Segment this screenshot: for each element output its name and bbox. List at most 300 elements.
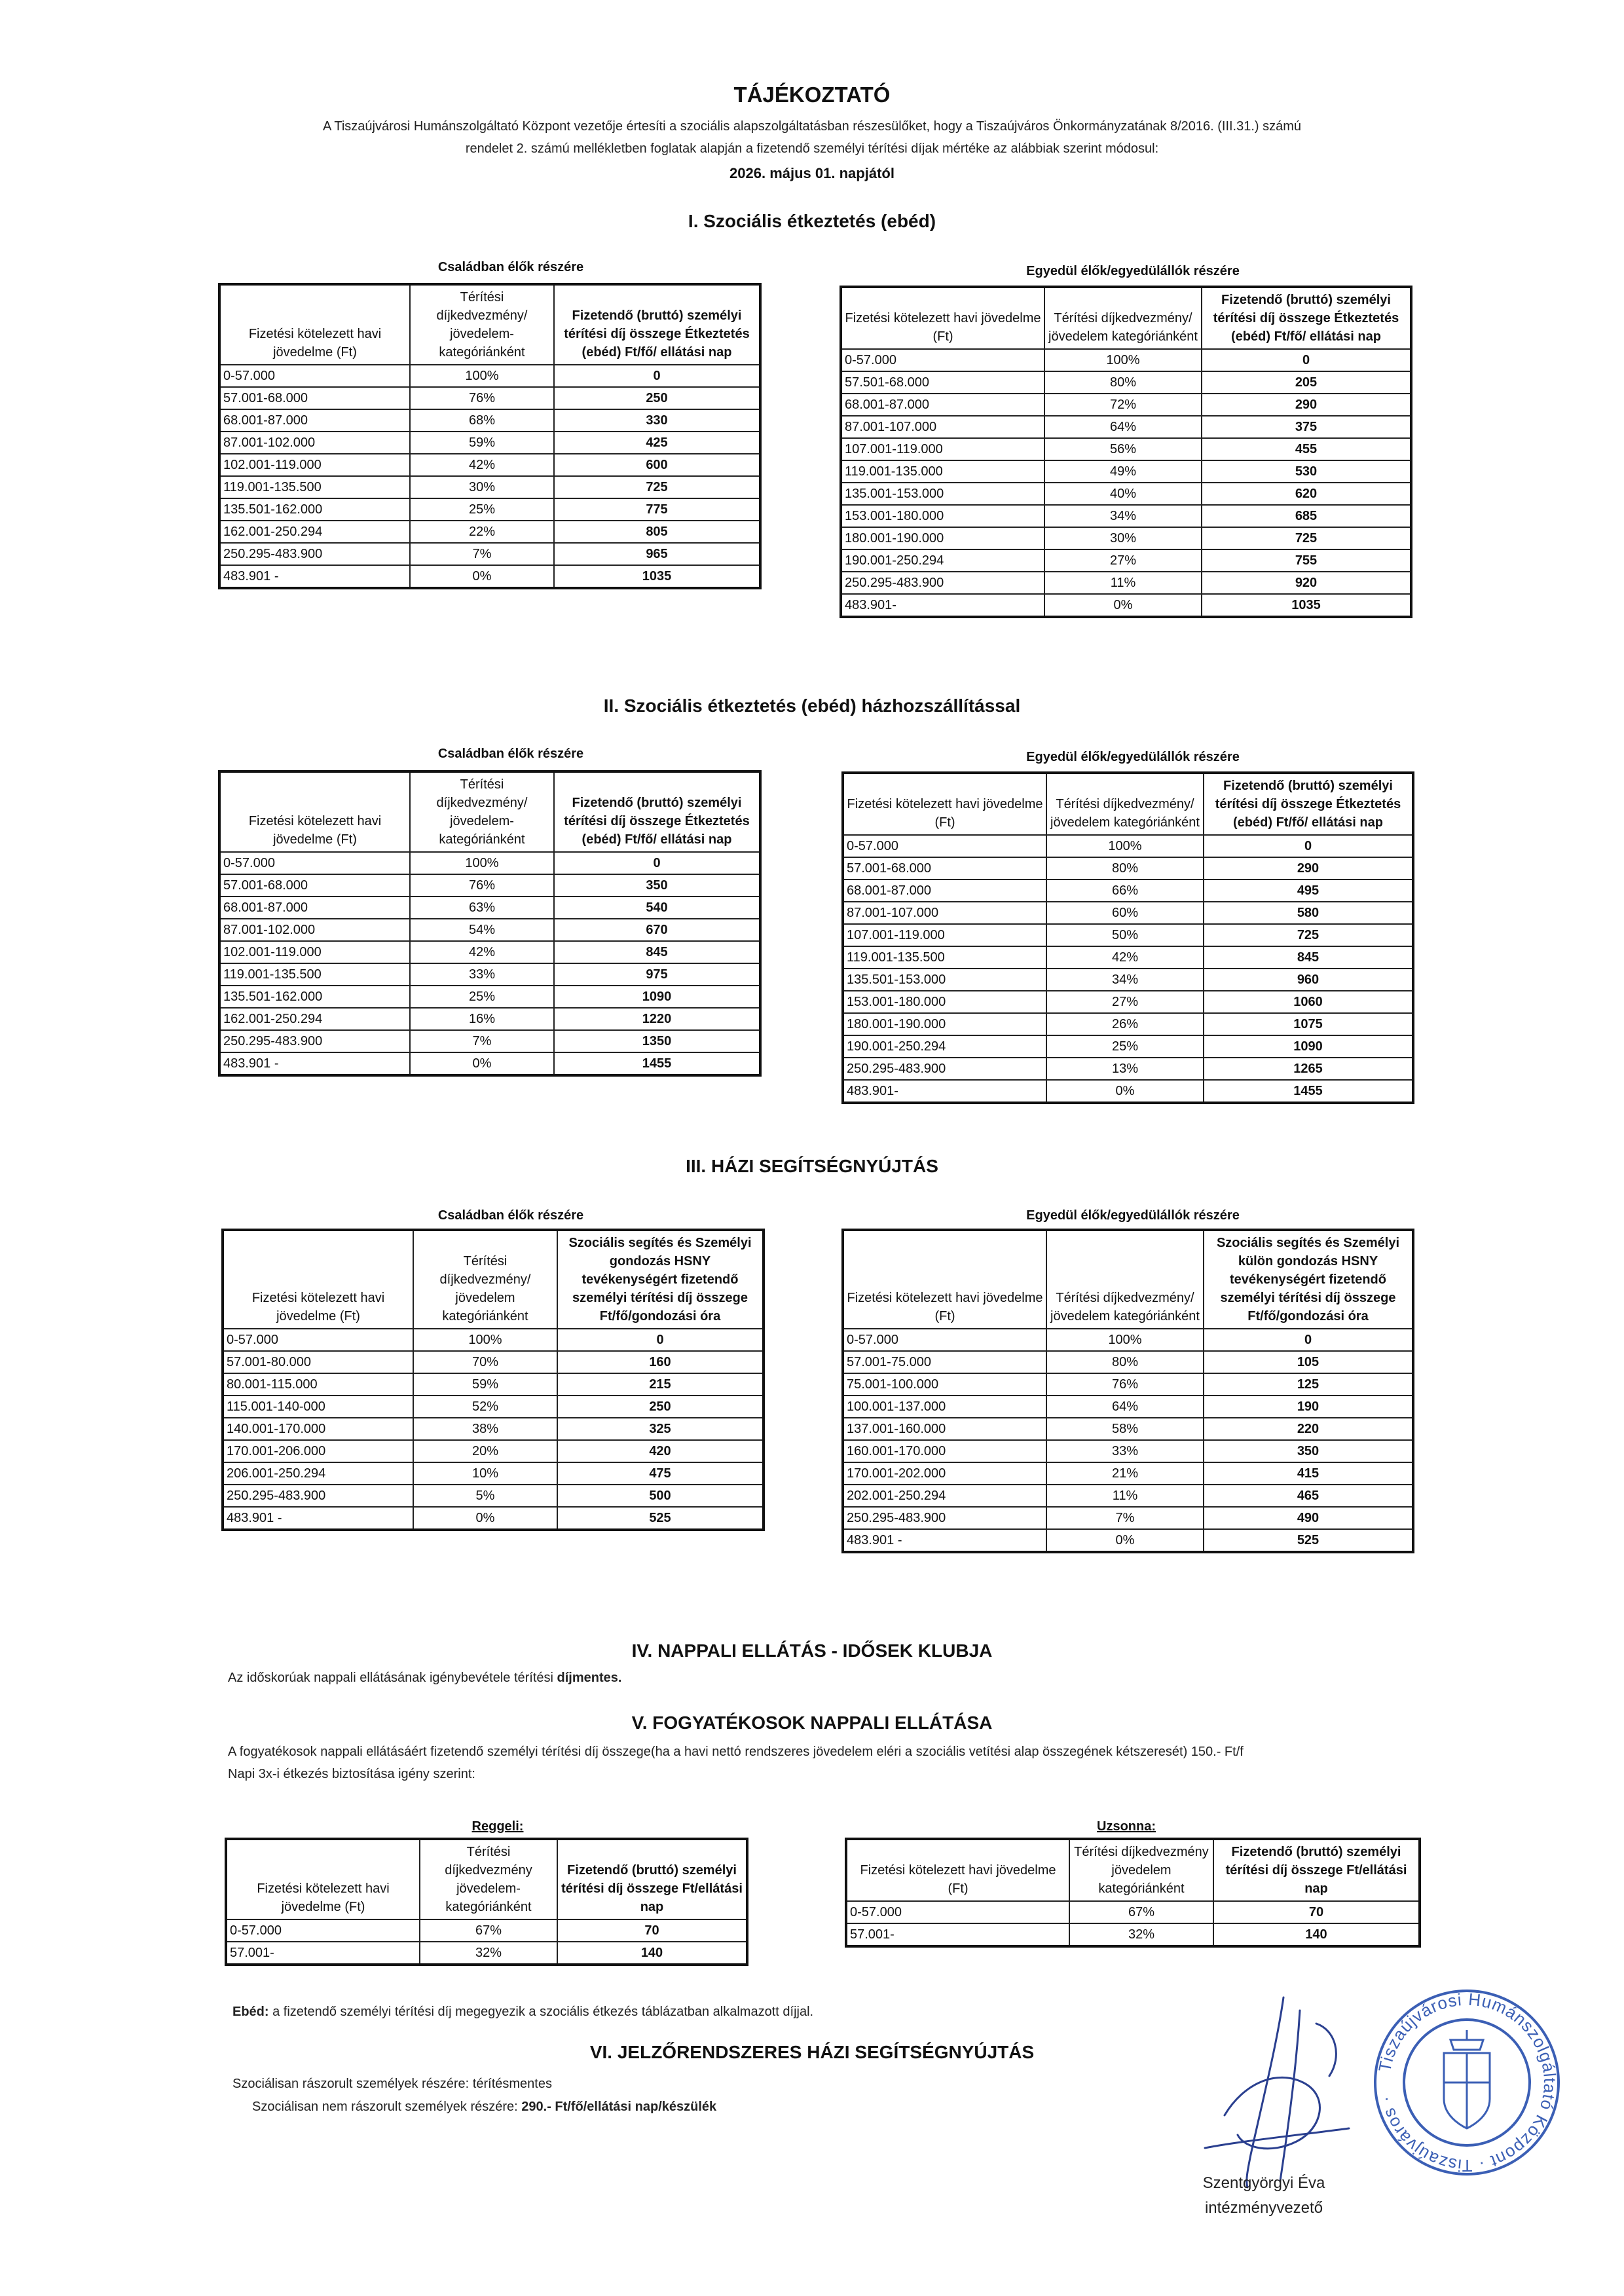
table-row [219, 1052, 760, 1075]
col-fee: Szociális segítés és Személyi külön gondozás HSNY tevékenységért fizetendő személyi térítési díj összege Ft/fő/gondozási óra [1204, 1230, 1413, 1329]
col-income: Fizetési kötelezett havi jövedelme (Ft) [843, 1230, 1046, 1329]
income-range-cell: 483.901 - [223, 1507, 413, 1530]
income-range-cell: 87.001-107.000 [841, 416, 1044, 438]
income-range-cell: 135.501-153.000 [843, 969, 1046, 991]
discount-cell: 0% [1044, 594, 1202, 617]
discount-cell: 63% [410, 897, 554, 919]
table-row [223, 1373, 764, 1396]
discount-cell: 0% [413, 1507, 557, 1530]
table-row [223, 1440, 764, 1462]
table-row [219, 409, 760, 432]
income-range-cell: 75.001-100.000 [843, 1373, 1046, 1396]
discount-cell: 33% [1046, 1440, 1204, 1462]
lunch-text: a fizetendő személyi térítési díj megegyezik a szociális étkezés táblázatban alkalmazott díjjal. [268, 2005, 814, 2019]
section-3-title: III. HÁZI SEGÍTSÉGNYÚJTÁS [686, 1156, 938, 1176]
discount-cell: 32% [420, 1942, 557, 1965]
fee-cell: 685 [1202, 505, 1411, 527]
official-stamp-icon [1369, 1984, 1565, 2181]
discount-cell: 68% [410, 409, 554, 432]
income-range-cell: 0-57.000 [843, 835, 1046, 857]
fee-cell: 140 [1213, 1923, 1420, 1946]
income-range-cell: 140.001-170.000 [223, 1418, 413, 1440]
income-range-cell: 206.001-250.294 [223, 1462, 413, 1485]
table-row [219, 919, 760, 941]
table-row [219, 432, 760, 454]
fee-cell: 220 [1204, 1418, 1413, 1440]
fee-cell: 105 [1204, 1351, 1413, 1373]
income-range-cell: 119.001-135.500 [219, 476, 410, 498]
col-fee: Fizetendő (bruttó) személyi térítési díj összege Étkeztetés (ebéd) Ft/fő/ ellátási nap [1202, 287, 1411, 349]
discount-cell: 59% [413, 1373, 557, 1396]
fee-cell: 725 [1204, 924, 1413, 946]
fee-cell: 0 [1204, 835, 1413, 857]
table-row [219, 454, 760, 476]
col-fee: Fizetendő (bruttó) személyi térítési díj összege Ft/ellátási nap [1213, 1839, 1420, 1901]
discount-cell: 22% [410, 521, 554, 543]
discount-cell: 70% [413, 1351, 557, 1373]
income-range-cell: 483.901 - [219, 1052, 410, 1075]
income-range-cell: 87.001-107.000 [843, 902, 1046, 924]
fee-cell: 455 [1202, 438, 1411, 460]
fee-cell: 1220 [554, 1008, 760, 1030]
table-breakfast [225, 1838, 748, 1966]
fee-cell: 490 [1204, 1507, 1413, 1529]
section-5-text-1: A fogyatékosok nappali ellátásáért fizetendő személyi térítési díj összege(ha a havi nettó rendszeres jövedelem eléri a szociális vetítési alap összegének kétszeresét) 150.- Ft/f [228, 1745, 1244, 1759]
discount-cell: 26% [1046, 1013, 1204, 1035]
fee-cell: 1075 [1204, 1013, 1413, 1035]
income-range-cell: 68.001-87.000 [843, 880, 1046, 902]
income-range-cell: 57.501-68.000 [841, 371, 1044, 394]
section-1-title: I. Szociális étkeztetés (ebéd) [688, 211, 936, 231]
table-meal-family [218, 283, 762, 589]
fee-cell: 755 [1202, 549, 1411, 572]
fee-cell: 415 [1204, 1462, 1413, 1485]
caption-single: Egyedül élők/egyedülállók részére [1026, 264, 1240, 278]
table-row [843, 902, 1413, 924]
income-range-cell: 57.001-68.000 [843, 857, 1046, 880]
income-range-cell: 0-57.000 [843, 1329, 1046, 1351]
table-row [219, 1030, 760, 1052]
fee-cell: 845 [1204, 946, 1413, 969]
income-range-cell: 160.001-170.000 [843, 1440, 1046, 1462]
fee-cell: 600 [554, 454, 760, 476]
table-row [843, 1373, 1413, 1396]
discount-cell: 49% [1044, 460, 1202, 483]
discount-cell: 76% [1046, 1373, 1204, 1396]
fee-cell: 975 [554, 963, 760, 986]
col-income: Fizetési kötelezett havi jövedelme (Ft) [846, 1839, 1069, 1901]
table-row [843, 1013, 1413, 1035]
fee-cell: 0 [557, 1329, 764, 1351]
fee-cell: 920 [1202, 572, 1411, 594]
discount-cell: 72% [1044, 394, 1202, 416]
income-range-cell: 68.001-87.000 [219, 409, 410, 432]
income-range-cell: 135.501-162.000 [219, 986, 410, 1008]
income-range-cell: 483.901 - [219, 565, 410, 588]
col-discount: Térítési díjkedvezmény jövedelem- kategóriánként [420, 1839, 557, 1919]
table-snack [845, 1838, 1421, 1948]
discount-cell: 0% [1046, 1529, 1204, 1552]
fee-cell: 70 [557, 1919, 747, 1942]
col-discount: Térítési díjkedvezmény/ jövedelem kategóriánként [1046, 773, 1204, 835]
table-row [843, 1485, 1413, 1507]
table-row [226, 1942, 747, 1965]
col-fee: Szociális segítés és Személyi gondozás HSNY tevékenységért fizetendő személyi térítési díj összege Ft/fő/gondozási óra [557, 1230, 764, 1329]
discount-cell: 38% [413, 1418, 557, 1440]
fee-cell: 250 [554, 387, 760, 409]
discount-cell: 50% [1046, 924, 1204, 946]
table-home-help-family [221, 1229, 765, 1531]
discount-cell: 67% [420, 1919, 557, 1942]
table-row [841, 549, 1411, 572]
fee-cell: 525 [1204, 1529, 1413, 1552]
table-row [843, 1351, 1413, 1373]
discount-cell: 42% [410, 454, 554, 476]
income-range-cell: 162.001-250.294 [219, 521, 410, 543]
table-row [843, 1058, 1413, 1080]
table-row [219, 963, 760, 986]
table-row [843, 1035, 1413, 1058]
table-row [219, 543, 760, 565]
discount-cell: 80% [1046, 857, 1204, 880]
income-range-cell: 137.001-160.000 [843, 1418, 1046, 1440]
section-6-line-2b: 290.- Ft/fő/ellátási nap/készülék [521, 2100, 717, 2114]
col-income: Fizetési kötelezett havi jövedelme (Ft) [226, 1839, 420, 1919]
discount-cell: 0% [410, 1052, 554, 1075]
discount-cell: 5% [413, 1485, 557, 1507]
discount-cell: 42% [410, 941, 554, 963]
caption-family: Családban élők részére [437, 260, 584, 274]
fee-cell: 960 [1204, 969, 1413, 991]
section-6-line-1: Szociálisan rászorult személyek részére: térítésmentes [232, 2077, 552, 2091]
col-income: Fizetési kötelezett havi jövedelme (Ft) [219, 284, 410, 365]
income-range-cell: 135.001-153.000 [841, 483, 1044, 505]
section-5-text [228, 1741, 1603, 1785]
fee-cell: 0 [554, 852, 760, 874]
discount-cell: 76% [410, 387, 554, 409]
table-row [223, 1396, 764, 1418]
discount-cell: 54% [410, 919, 554, 941]
income-range-cell: 119.001-135.000 [841, 460, 1044, 483]
fee-cell: 1265 [1204, 1058, 1413, 1080]
income-range-cell: 180.001-190.000 [843, 1013, 1046, 1035]
fee-cell: 160 [557, 1351, 764, 1373]
discount-cell: 80% [1044, 371, 1202, 394]
col-income: Fizetési kötelezett havi jövedelme (Ft) [843, 773, 1046, 835]
fee-cell: 290 [1202, 394, 1411, 416]
discount-cell: 21% [1046, 1462, 1204, 1485]
col-income: Fizetési kötelezett havi jövedelme (Ft) [841, 287, 1044, 349]
section-4-text-a: Az időskorúak nappali ellátásának igénybevétele térítési [228, 1671, 557, 1685]
discount-cell: 7% [410, 1030, 554, 1052]
income-range-cell: 57.001-80.000 [223, 1351, 413, 1373]
table-row [219, 476, 760, 498]
fee-cell: 140 [557, 1942, 747, 1965]
table-row [846, 1923, 1420, 1946]
section-4-text [228, 1667, 621, 1689]
table-row [841, 527, 1411, 549]
fee-cell: 1455 [554, 1052, 760, 1075]
income-range-cell: 0-57.000 [226, 1919, 420, 1942]
income-range-cell: 250.295-483.900 [223, 1485, 413, 1507]
income-range-cell: 250.295-483.900 [843, 1058, 1046, 1080]
section-6-title: VI. JELZŐRENDSZERES HÁZI SEGÍTSÉGNYÚJTÁS [589, 2042, 1035, 2062]
income-range-cell: 57.001-68.000 [219, 387, 410, 409]
discount-cell: 34% [1046, 969, 1204, 991]
fee-cell: 580 [1204, 902, 1413, 924]
fee-cell: 1035 [554, 565, 760, 588]
discount-cell: 58% [1046, 1418, 1204, 1440]
table-row [843, 857, 1413, 880]
income-range-cell: 190.001-250.294 [843, 1035, 1046, 1058]
table-row [841, 349, 1411, 371]
income-range-cell: 162.001-250.294 [219, 1008, 410, 1030]
intro-line-1: A Tiszaújvárosi Humánszolgáltató Központ vezetője értesíti a szociális alapszolgáltatásban részesülőket, hogy a Tiszaújváros Önkormányzatának 8/2016. (III.31.) számú [322, 119, 1302, 134]
intro-line-2: rendelet 2. számú mellékletben foglatak alapján a fizetendő személyi térítési díjak mértéke az alábbiak szerint módosul: [465, 141, 1159, 156]
fee-cell: 70 [1213, 1901, 1420, 1923]
income-range-cell: 483.901- [843, 1080, 1046, 1103]
income-range-cell: 250.295-483.900 [843, 1507, 1046, 1529]
discount-cell: 13% [1046, 1058, 1204, 1080]
fee-cell: 1090 [1204, 1035, 1413, 1058]
discount-cell: 100% [413, 1329, 557, 1351]
fee-cell: 190 [1204, 1396, 1413, 1418]
col-income: Fizetési kötelezett havi jövedelme (Ft) [223, 1230, 413, 1329]
fee-cell: 1060 [1204, 991, 1413, 1013]
fee-cell: 725 [554, 476, 760, 498]
discount-cell: 0% [1046, 1080, 1204, 1103]
discount-cell: 33% [410, 963, 554, 986]
section-2-title: II. Szociális étkeztetés (ebéd) házhozszállítással [603, 695, 1021, 716]
income-range-cell: 57.001-75.000 [843, 1351, 1046, 1373]
fee-cell: 1350 [554, 1030, 760, 1052]
income-range-cell: 87.001-102.000 [219, 919, 410, 941]
fee-cell: 965 [554, 543, 760, 565]
fee-cell: 250 [557, 1396, 764, 1418]
fee-cell: 215 [557, 1373, 764, 1396]
table-row [219, 1008, 760, 1030]
fee-cell: 0 [554, 365, 760, 387]
discount-cell: 80% [1046, 1351, 1204, 1373]
table-row [223, 1485, 764, 1507]
table-row [219, 986, 760, 1008]
caption-family: Családban élők részére [437, 1208, 584, 1223]
fee-cell: 375 [1202, 416, 1411, 438]
income-range-cell: 57.001- [226, 1942, 420, 1965]
discount-cell: 27% [1046, 991, 1204, 1013]
table-row [223, 1351, 764, 1373]
income-range-cell: 483.901 - [843, 1529, 1046, 1552]
section-4-text-b: díjmentes. [557, 1671, 622, 1685]
signer-block [1179, 2171, 1349, 2221]
fee-cell: 540 [554, 897, 760, 919]
discount-cell: 100% [1046, 835, 1204, 857]
income-range-cell: 119.001-135.500 [219, 963, 410, 986]
fee-cell: 125 [1204, 1373, 1413, 1396]
table-row [843, 835, 1413, 857]
fee-cell: 325 [557, 1418, 764, 1440]
income-range-cell: 68.001-87.000 [841, 394, 1044, 416]
section-5-title: V. FOGYATÉKOSOK NAPPALI ELLÁTÁSA [631, 1713, 993, 1733]
col-discount: Térítési díjkedvezmény jövedelem kategóriánként [1069, 1839, 1213, 1901]
discount-cell: 100% [1046, 1329, 1204, 1351]
income-range-cell: 135.501-162.000 [219, 498, 410, 521]
discount-cell: 76% [410, 874, 554, 897]
col-fee: Fizetendő (bruttó) személyi térítési díj összege Étkeztetés (ebéd) Ft/fő/ ellátási nap [554, 771, 760, 852]
caption-family: Családban élők részére [437, 747, 584, 761]
discount-cell: 11% [1046, 1485, 1204, 1507]
signature-icon [1185, 1984, 1382, 2200]
table-row [226, 1919, 747, 1942]
fee-cell: 350 [1204, 1440, 1413, 1462]
discount-cell: 42% [1046, 946, 1204, 969]
income-range-cell: 107.001-119.000 [841, 438, 1044, 460]
fee-cell: 0 [1202, 349, 1411, 371]
fee-cell: 620 [1202, 483, 1411, 505]
table-row [841, 438, 1411, 460]
fee-cell: 290 [1204, 857, 1413, 880]
lunch-note [232, 2001, 813, 2023]
discount-cell: 40% [1044, 483, 1202, 505]
table-row [219, 521, 760, 543]
discount-cell: 30% [1044, 527, 1202, 549]
table-row [843, 1329, 1413, 1351]
table-row [843, 1507, 1413, 1529]
table-row [841, 594, 1411, 617]
fee-cell: 500 [557, 1485, 764, 1507]
table-delivery-family [218, 770, 762, 1077]
income-range-cell: 180.001-190.000 [841, 527, 1044, 549]
fee-cell: 350 [554, 874, 760, 897]
lunch-label: Ebéd: [232, 2005, 269, 2019]
col-discount: Térítési díjkedvezmény/ jövedelem- kategóriánként [410, 284, 554, 365]
table-row [219, 565, 760, 588]
table-row [223, 1329, 764, 1351]
fee-cell: 805 [554, 521, 760, 543]
income-range-cell: 102.001-119.000 [219, 454, 410, 476]
fee-cell: 205 [1202, 371, 1411, 394]
col-fee: Fizetendő (bruttó) személyi térítési díj összege Ft/ellátási nap [557, 1839, 747, 1919]
income-range-cell: 87.001-102.000 [219, 432, 410, 454]
caption-single: Egyedül élők/egyedülállók részére [1026, 1208, 1240, 1223]
income-range-cell: 0-57.000 [841, 349, 1044, 371]
intro-text [223, 115, 1401, 160]
table-row [843, 991, 1413, 1013]
table-row [223, 1507, 764, 1530]
caption-snack: Uzsonna: [1097, 1819, 1156, 1834]
discount-cell: 7% [410, 543, 554, 565]
col-income: Fizetési kötelezett havi jövedelme (Ft) [219, 771, 410, 852]
discount-cell: 59% [410, 432, 554, 454]
income-range-cell: 250.295-483.900 [841, 572, 1044, 594]
fee-cell: 775 [554, 498, 760, 521]
table-meal-single [840, 286, 1412, 618]
discount-cell: 27% [1044, 549, 1202, 572]
col-discount: Térítési díjkedvezmény/ jövedelem kategóriánként [413, 1230, 557, 1329]
table-row [843, 1418, 1413, 1440]
fee-cell: 1090 [554, 986, 760, 1008]
discount-cell: 67% [1069, 1901, 1213, 1923]
income-range-cell: 0-57.000 [219, 365, 410, 387]
col-discount: Térítési díjkedvezmény/ jövedelem- kategóriánként [410, 771, 554, 852]
discount-cell: 64% [1046, 1396, 1204, 1418]
income-range-cell: 119.001-135.500 [843, 946, 1046, 969]
col-fee: Fizetendő (bruttó) személyi térítési díj összege Étkeztetés (ebéd) Ft/fő/ ellátási nap [554, 284, 760, 365]
income-range-cell: 250.295-483.900 [219, 543, 410, 565]
fee-cell: 0 [1204, 1329, 1413, 1351]
income-range-cell: 57.001- [846, 1923, 1069, 1946]
fee-cell: 495 [1204, 880, 1413, 902]
income-range-cell: 80.001-115.000 [223, 1373, 413, 1396]
table-row [843, 1529, 1413, 1552]
table-row [843, 946, 1413, 969]
table-row [843, 969, 1413, 991]
fee-cell: 1455 [1204, 1080, 1413, 1103]
table-row [843, 1080, 1413, 1103]
discount-cell: 16% [410, 1008, 554, 1030]
fee-cell: 475 [557, 1462, 764, 1485]
income-range-cell: 0-57.000 [846, 1901, 1069, 1923]
income-range-cell: 170.001-202.000 [843, 1462, 1046, 1485]
discount-cell: 32% [1069, 1923, 1213, 1946]
income-range-cell: 153.001-180.000 [843, 991, 1046, 1013]
discount-cell: 25% [410, 986, 554, 1008]
discount-cell: 64% [1044, 416, 1202, 438]
col-discount: Térítési díjkedvezmény/ jövedelem kategóriánként [1046, 1230, 1204, 1329]
table-row [843, 1440, 1413, 1462]
discount-cell: 10% [413, 1462, 557, 1485]
income-range-cell: 100.001-137.000 [843, 1396, 1046, 1418]
signer-title: intézményvezető [1204, 2199, 1323, 2217]
income-range-cell: 170.001-206.000 [223, 1440, 413, 1462]
table-delivery-single [841, 771, 1414, 1104]
discount-cell: 7% [1046, 1507, 1204, 1529]
income-range-cell: 68.001-87.000 [219, 897, 410, 919]
table-row [843, 924, 1413, 946]
discount-cell: 25% [410, 498, 554, 521]
income-range-cell: 107.001-119.000 [843, 924, 1046, 946]
table-row [219, 852, 760, 874]
discount-cell: 60% [1046, 902, 1204, 924]
fee-cell: 725 [1202, 527, 1411, 549]
section-6-line-2 [252, 2096, 716, 2118]
signer-name: Szentgyörgyi Éva [1202, 2174, 1325, 2192]
income-range-cell: 250.295-483.900 [219, 1030, 410, 1052]
fee-cell: 420 [557, 1440, 764, 1462]
fee-cell: 530 [1202, 460, 1411, 483]
table-row [841, 394, 1411, 416]
discount-cell: 100% [410, 852, 554, 874]
discount-cell: 25% [1046, 1035, 1204, 1058]
fee-cell: 425 [554, 432, 760, 454]
table-row [223, 1418, 764, 1440]
table-row [843, 880, 1413, 902]
effective-date: 2026. május 01. napjától [729, 165, 895, 181]
table-row [841, 371, 1411, 394]
table-row [219, 941, 760, 963]
discount-cell: 20% [413, 1440, 557, 1462]
table-home-help-single [841, 1229, 1414, 1553]
table-row [841, 505, 1411, 527]
income-range-cell: 57.001-68.000 [219, 874, 410, 897]
income-range-cell: 202.001-250.294 [843, 1485, 1046, 1507]
fee-cell: 330 [554, 409, 760, 432]
income-range-cell: 190.001-250.294 [841, 549, 1044, 572]
table-row [223, 1462, 764, 1485]
discount-cell: 100% [1044, 349, 1202, 371]
discount-cell: 30% [410, 476, 554, 498]
table-row [219, 498, 760, 521]
